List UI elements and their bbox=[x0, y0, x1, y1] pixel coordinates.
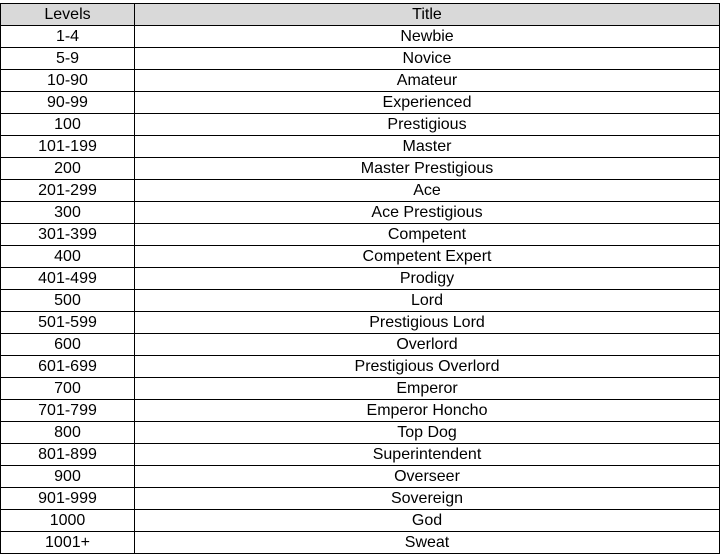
title-cell: Top Dog bbox=[135, 422, 720, 444]
table-body bbox=[1, 26, 720, 554]
levels-cell: 801-899 bbox=[1, 444, 135, 466]
title-cell: Ace Prestigious bbox=[135, 202, 720, 224]
table-header-row bbox=[1, 4, 720, 26]
levels-cell: 100 bbox=[1, 114, 135, 136]
title-cell: Emperor Honcho bbox=[135, 400, 720, 422]
title-cell: Sovereign bbox=[135, 488, 720, 510]
table-row bbox=[1, 224, 720, 246]
table-row bbox=[1, 246, 720, 268]
title-cell: Emperor bbox=[135, 378, 720, 400]
title-cell: Experienced bbox=[135, 92, 720, 114]
table-row bbox=[1, 532, 720, 554]
table-row bbox=[1, 378, 720, 400]
levels-cell: 10-90 bbox=[1, 70, 135, 92]
title-cell: Prodigy bbox=[135, 268, 720, 290]
levels-cell: 800 bbox=[1, 422, 135, 444]
title-cell: Competent Expert bbox=[135, 246, 720, 268]
title-cell: Sweat bbox=[135, 532, 720, 554]
title-cell: Novice bbox=[135, 48, 720, 70]
table-row bbox=[1, 202, 720, 224]
table-row bbox=[1, 180, 720, 202]
title-cell: Superintendent bbox=[135, 444, 720, 466]
table-row bbox=[1, 356, 720, 378]
title-cell: Competent bbox=[135, 224, 720, 246]
table-row bbox=[1, 290, 720, 312]
table-row bbox=[1, 466, 720, 488]
table-row bbox=[1, 92, 720, 114]
levels-cell: 400 bbox=[1, 246, 135, 268]
levels-cell: 1-4 bbox=[1, 26, 135, 48]
title-cell: Master Prestigious bbox=[135, 158, 720, 180]
table-row bbox=[1, 48, 720, 70]
title-cell: Prestigious bbox=[135, 114, 720, 136]
table-row bbox=[1, 488, 720, 510]
title-cell: Ace bbox=[135, 180, 720, 202]
title-cell: Overseer bbox=[135, 466, 720, 488]
title-cell: Lord bbox=[135, 290, 720, 312]
table-row bbox=[1, 400, 720, 422]
levels-title-table bbox=[0, 3, 720, 554]
title-cell: Overlord bbox=[135, 334, 720, 356]
table-row bbox=[1, 312, 720, 334]
levels-column-header: Levels bbox=[1, 4, 135, 26]
levels-cell: 1001+ bbox=[1, 532, 135, 554]
table-row bbox=[1, 334, 720, 356]
table-row bbox=[1, 26, 720, 48]
levels-cell: 600 bbox=[1, 334, 135, 356]
levels-cell: 900 bbox=[1, 466, 135, 488]
levels-cell: 300 bbox=[1, 202, 135, 224]
title-cell: Prestigious Lord bbox=[135, 312, 720, 334]
title-cell: Master bbox=[135, 136, 720, 158]
levels-cell: 500 bbox=[1, 290, 135, 312]
title-cell: Amateur bbox=[135, 70, 720, 92]
levels-cell: 101-199 bbox=[1, 136, 135, 158]
table-row bbox=[1, 510, 720, 532]
table-row bbox=[1, 444, 720, 466]
levels-cell: 200 bbox=[1, 158, 135, 180]
table-row bbox=[1, 114, 720, 136]
table-row bbox=[1, 268, 720, 290]
levels-cell: 501-599 bbox=[1, 312, 135, 334]
levels-cell: 90-99 bbox=[1, 92, 135, 114]
title-cell: God bbox=[135, 510, 720, 532]
levels-cell: 901-999 bbox=[1, 488, 135, 510]
table-row bbox=[1, 70, 720, 92]
levels-cell: 201-299 bbox=[1, 180, 135, 202]
title-cell: Newbie bbox=[135, 26, 720, 48]
levels-cell: 701-799 bbox=[1, 400, 135, 422]
levels-cell: 5-9 bbox=[1, 48, 135, 70]
title-column-header: Title bbox=[135, 4, 720, 26]
levels-cell: 401-499 bbox=[1, 268, 135, 290]
levels-cell: 301-399 bbox=[1, 224, 135, 246]
table-row bbox=[1, 422, 720, 444]
levels-cell: 700 bbox=[1, 378, 135, 400]
levels-cell: 1000 bbox=[1, 510, 135, 532]
levels-cell: 601-699 bbox=[1, 356, 135, 378]
table-row bbox=[1, 158, 720, 180]
title-cell: Prestigious Overlord bbox=[135, 356, 720, 378]
table-row bbox=[1, 136, 720, 158]
